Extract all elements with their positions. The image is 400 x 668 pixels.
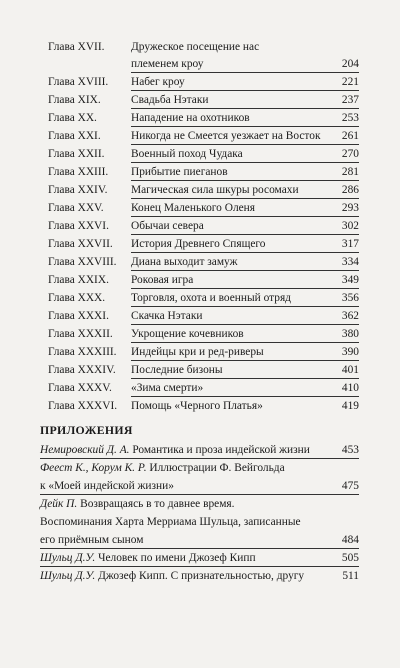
chapter-label: Глава XXIII. (48, 166, 109, 178)
chapter-page: 410 (341, 382, 359, 394)
appendix-item (40, 441, 310, 459)
chapter-title: Индейцы кри и ред-риверы (131, 346, 264, 358)
chapter-label: Глава XXIX. (48, 274, 109, 286)
chapter-page: 253 (341, 112, 359, 124)
chapter-label: Глава XXVII. (48, 238, 113, 250)
appendix-author: Дейк П. (40, 498, 78, 510)
chapter-title: Обычаи севера (131, 220, 204, 232)
appendix-author: Шульц Д.У. (40, 570, 96, 582)
chapter-page: 317 (341, 238, 359, 250)
appendix-page: 511 (342, 570, 359, 582)
chapter-label: Глава XXXIV. (48, 364, 116, 376)
chapter-title: Скачка Нэтаки (131, 310, 203, 322)
chapter-page: 221 (341, 76, 359, 88)
chapter-label: Глава XXIV. (48, 184, 108, 196)
chapter-page: 293 (341, 202, 359, 214)
chapter-page: 237 (341, 94, 359, 106)
chapter-label: Глава XVII. (48, 41, 105, 53)
chapter-title: Магическая сила шкуры росомахи (131, 184, 299, 196)
chapter-label: Глава XX. (48, 112, 97, 124)
chapter-title: Прибытие пиеганов (131, 166, 228, 178)
chapter-label: Глава XXVIII. (48, 256, 117, 268)
appendix-item (40, 549, 256, 567)
chapter-label: Глава XIX. (48, 94, 101, 106)
appendix-item (40, 495, 235, 513)
appendix-page: 484 (341, 534, 359, 546)
chapter-title: Никогда не Смеется уезжает на Восток (131, 130, 321, 142)
appendix-item-cont: Воспоминания Харта Мерриама Шульца, записанные (40, 516, 301, 528)
chapter-label: Глава XXI. (48, 130, 101, 142)
chapter-title: История Древнего Спящего (131, 238, 266, 250)
chapter-title: Помощь «Черного Платья» (131, 400, 263, 412)
chapter-label: Глава XXXI. (48, 310, 109, 322)
appendix-title: Романтика и проза индейской жизни (129, 444, 310, 456)
appendix-item-cont: к «Моей индейской жизни» (40, 480, 174, 492)
appendix-item (40, 567, 304, 585)
appendix-page: 505 (341, 552, 359, 564)
chapter-title: «Зима смерти» (131, 382, 204, 394)
chapter-title: Нападение на охотников (131, 112, 250, 124)
appendix-title: Возвращаясь в то давнее время. (77, 498, 235, 510)
appendix-author: Шульц Д.У. (40, 552, 96, 564)
chapter-page: 419 (341, 400, 359, 412)
chapter-title: Набег кроу (131, 76, 185, 88)
chapter-label: Глава XXVI. (48, 220, 109, 232)
appendix-heading: ПРИЛОЖЕНИЯ (40, 423, 133, 437)
chapter-page: 286 (341, 184, 359, 196)
appendix-author: Немировский Д. А. (40, 444, 130, 456)
chapter-title: Дружеское посещение нас (131, 41, 260, 53)
appendix-title: Человек по имени Джозеф Кипп (95, 552, 256, 564)
appendix-item (40, 459, 285, 477)
chapter-page: 362 (341, 310, 359, 322)
chapter-label: Глава XXII. (48, 148, 105, 160)
chapter-label: Глава XXXII. (48, 328, 113, 340)
chapter-title: Свадьба Нэтаки (131, 94, 209, 106)
chapter-label: Глава XXXIII. (48, 346, 117, 358)
chapter-title-cont: племенем кроу (131, 58, 204, 70)
chapter-label: Глава XXXV. (48, 382, 112, 394)
appendix-page: 475 (341, 480, 359, 492)
appendix-title: Иллюстрации Ф. Вейгольда (146, 462, 285, 474)
chapter-title: Укрощение кочевников (131, 328, 244, 340)
chapter-title: Военный поход Чудака (131, 148, 243, 160)
chapter-title: Последние бизоны (131, 364, 223, 376)
chapter-label: Глава XVIII. (48, 76, 109, 88)
chapter-page: 261 (341, 130, 359, 142)
chapter-title: Роковая игра (131, 274, 194, 286)
appendix-page: 453 (341, 444, 359, 456)
chapter-title: Торговля, охота и военный отряд (131, 292, 291, 304)
chapter-page: 349 (341, 274, 359, 286)
chapter-page: 390 (341, 346, 359, 358)
chapter-page: 204 (341, 58, 359, 70)
chapter-page: 380 (341, 328, 359, 340)
chapter-label: Глава XXV. (48, 202, 104, 214)
chapter-page: 334 (341, 256, 359, 268)
appendix-item-cont: его приёмным сыном (40, 534, 144, 546)
chapter-label: Глава XXXVI. (48, 400, 118, 412)
chapter-page: 401 (341, 364, 359, 376)
chapter-title: Диана выходит замуж (131, 256, 238, 268)
appendix-author: Феест К., Корум К. Р. (40, 462, 147, 474)
chapter-page: 281 (341, 166, 359, 178)
chapter-page: 270 (341, 148, 359, 160)
chapter-label: Глава XXX. (48, 292, 106, 304)
chapter-page: 356 (341, 292, 359, 304)
chapter-page: 302 (341, 220, 359, 232)
appendix-title: Джозеф Кипп. С признательностью, другу (95, 570, 305, 582)
chapter-title: Конец Маленького Оленя (131, 202, 256, 214)
